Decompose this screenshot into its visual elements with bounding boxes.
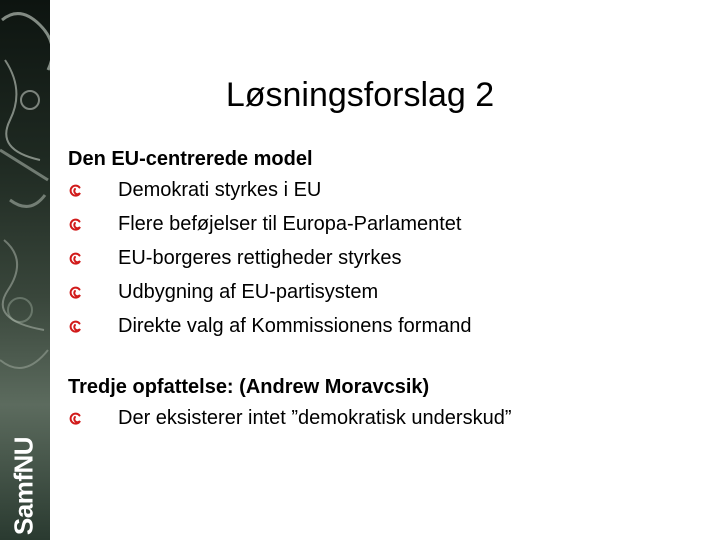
swirl-bullet-icon	[68, 218, 82, 232]
list-item	[68, 401, 688, 435]
list-item-text: Flere beføjelser til Europa-Parlamentet	[118, 213, 462, 235]
list-item	[68, 309, 688, 343]
swirl-bullet-icon	[68, 286, 82, 300]
swirl-bullet-icon	[68, 412, 82, 426]
section-spacer	[68, 343, 688, 373]
slide-content	[68, 145, 688, 435]
bullet-list	[68, 173, 688, 343]
bullet-list	[68, 401, 688, 435]
list-item-text: Direkte valg af Kommissionens formand	[118, 315, 472, 337]
swirl-bullet-icon	[68, 320, 82, 334]
list-item	[68, 173, 688, 207]
list-item-text: EU-borgeres rettigheder styrkes	[118, 247, 402, 269]
samfnu-logo	[4, 436, 44, 536]
samfnu-logo-text: SamfNU	[8, 436, 39, 536]
list-item-text: Demokrati styrkes i EU	[118, 179, 322, 201]
section-heading: Tredje opfattelse: (Andrew Moravcsik)	[68, 376, 430, 398]
list-item	[68, 207, 688, 241]
list-item-text: Der eksisterer intet ”demokratisk underskud”	[118, 407, 512, 429]
list-item	[68, 241, 688, 275]
list-item-text: Udbygning af EU-partisystem	[118, 281, 379, 303]
decorative-side-strip	[0, 0, 50, 540]
list-item	[68, 275, 688, 309]
swirl-bullet-icon	[68, 184, 82, 198]
slide-title: Løsningsforslag 2	[225, 76, 495, 114]
section-heading: Den EU-centrerede model	[68, 148, 313, 170]
swirl-bullet-icon	[68, 252, 82, 266]
